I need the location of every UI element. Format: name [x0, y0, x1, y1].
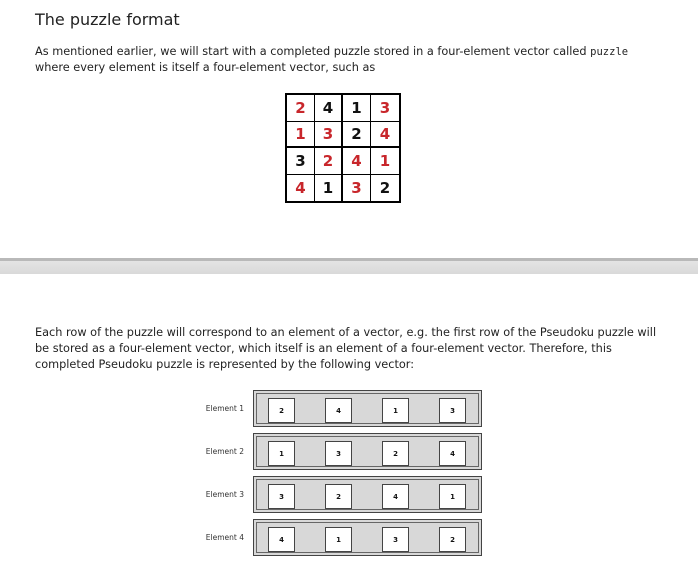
grid-cell: 4 [371, 122, 399, 149]
element-value-box: 4 [439, 441, 466, 466]
grid-cell: 3 [371, 95, 399, 122]
grid-cell: 1 [315, 175, 343, 202]
grid-cell: 3 [287, 148, 315, 175]
grid-cell: 4 [315, 95, 343, 122]
element-value-box: 4 [382, 484, 409, 509]
grid-cell: 2 [287, 95, 315, 122]
element-value-box: 1 [439, 484, 466, 509]
element-value-box: 4 [325, 398, 352, 423]
element-value-box: 2 [325, 484, 352, 509]
grid-cell: 2 [379, 178, 391, 197]
intro-paragraph [35, 44, 665, 76]
intro-text-before: As mentioned earlier, we will start with a completed puzzle stored in a four-element vector called [35, 45, 591, 58]
element-value-box: 2 [439, 527, 466, 552]
separator-band [0, 261, 698, 274]
element-vector-frame [256, 522, 479, 553]
element-value-box: 3 [268, 484, 295, 509]
element-value-box: 2 [268, 398, 295, 423]
element-value-box: 3 [439, 398, 466, 423]
element-value-box: 1 [325, 527, 352, 552]
element-value-box: 3 [382, 527, 409, 552]
grid-cell: 1 [343, 95, 371, 122]
element-vector [253, 476, 482, 513]
element-vector-frame [256, 479, 479, 510]
description-paragraph: Each row of the puzzle will correspond to an element of a vector, e.g. the first row of the Pseudoku puzzle will be stored as a four-element vector, which itself is an element of a four-element vector. Therefore, this completed Pseudoku puzzle is represented by the following vector: [35, 326, 657, 371]
element-vector-frame [256, 393, 479, 424]
element-label: Element 4 [205, 533, 244, 542]
element-value-box: 1 [268, 441, 295, 466]
section-title: The puzzle format [35, 10, 180, 29]
grid-cell: 3 [343, 175, 371, 202]
sudoku-grid [285, 93, 401, 203]
element-vector-frame [256, 436, 479, 467]
grid-cell: 2 [343, 122, 371, 149]
grid-cell: 4 [343, 148, 371, 175]
grid-cell: 1 [371, 148, 399, 175]
element-vector [253, 390, 482, 427]
grid-cell: 3 [315, 122, 343, 149]
grid-cell: 2 [315, 148, 343, 175]
grid-cell: 4 [287, 175, 315, 202]
element-value-box: 1 [382, 398, 409, 423]
intro-code: puzzle [590, 46, 629, 58]
element-label: Element 1 [205, 404, 244, 413]
grid-cell: 1 [287, 122, 315, 149]
element-label: Element 2 [205, 447, 244, 456]
element-label: Element 3 [205, 490, 244, 499]
element-value-box: 2 [382, 441, 409, 466]
element-vector [253, 519, 482, 556]
element-vector [253, 433, 482, 470]
intro-text-after: where every element is itself a four-element vector, such as [35, 61, 376, 74]
element-value-box: 4 [268, 527, 295, 552]
element-value-box: 3 [325, 441, 352, 466]
